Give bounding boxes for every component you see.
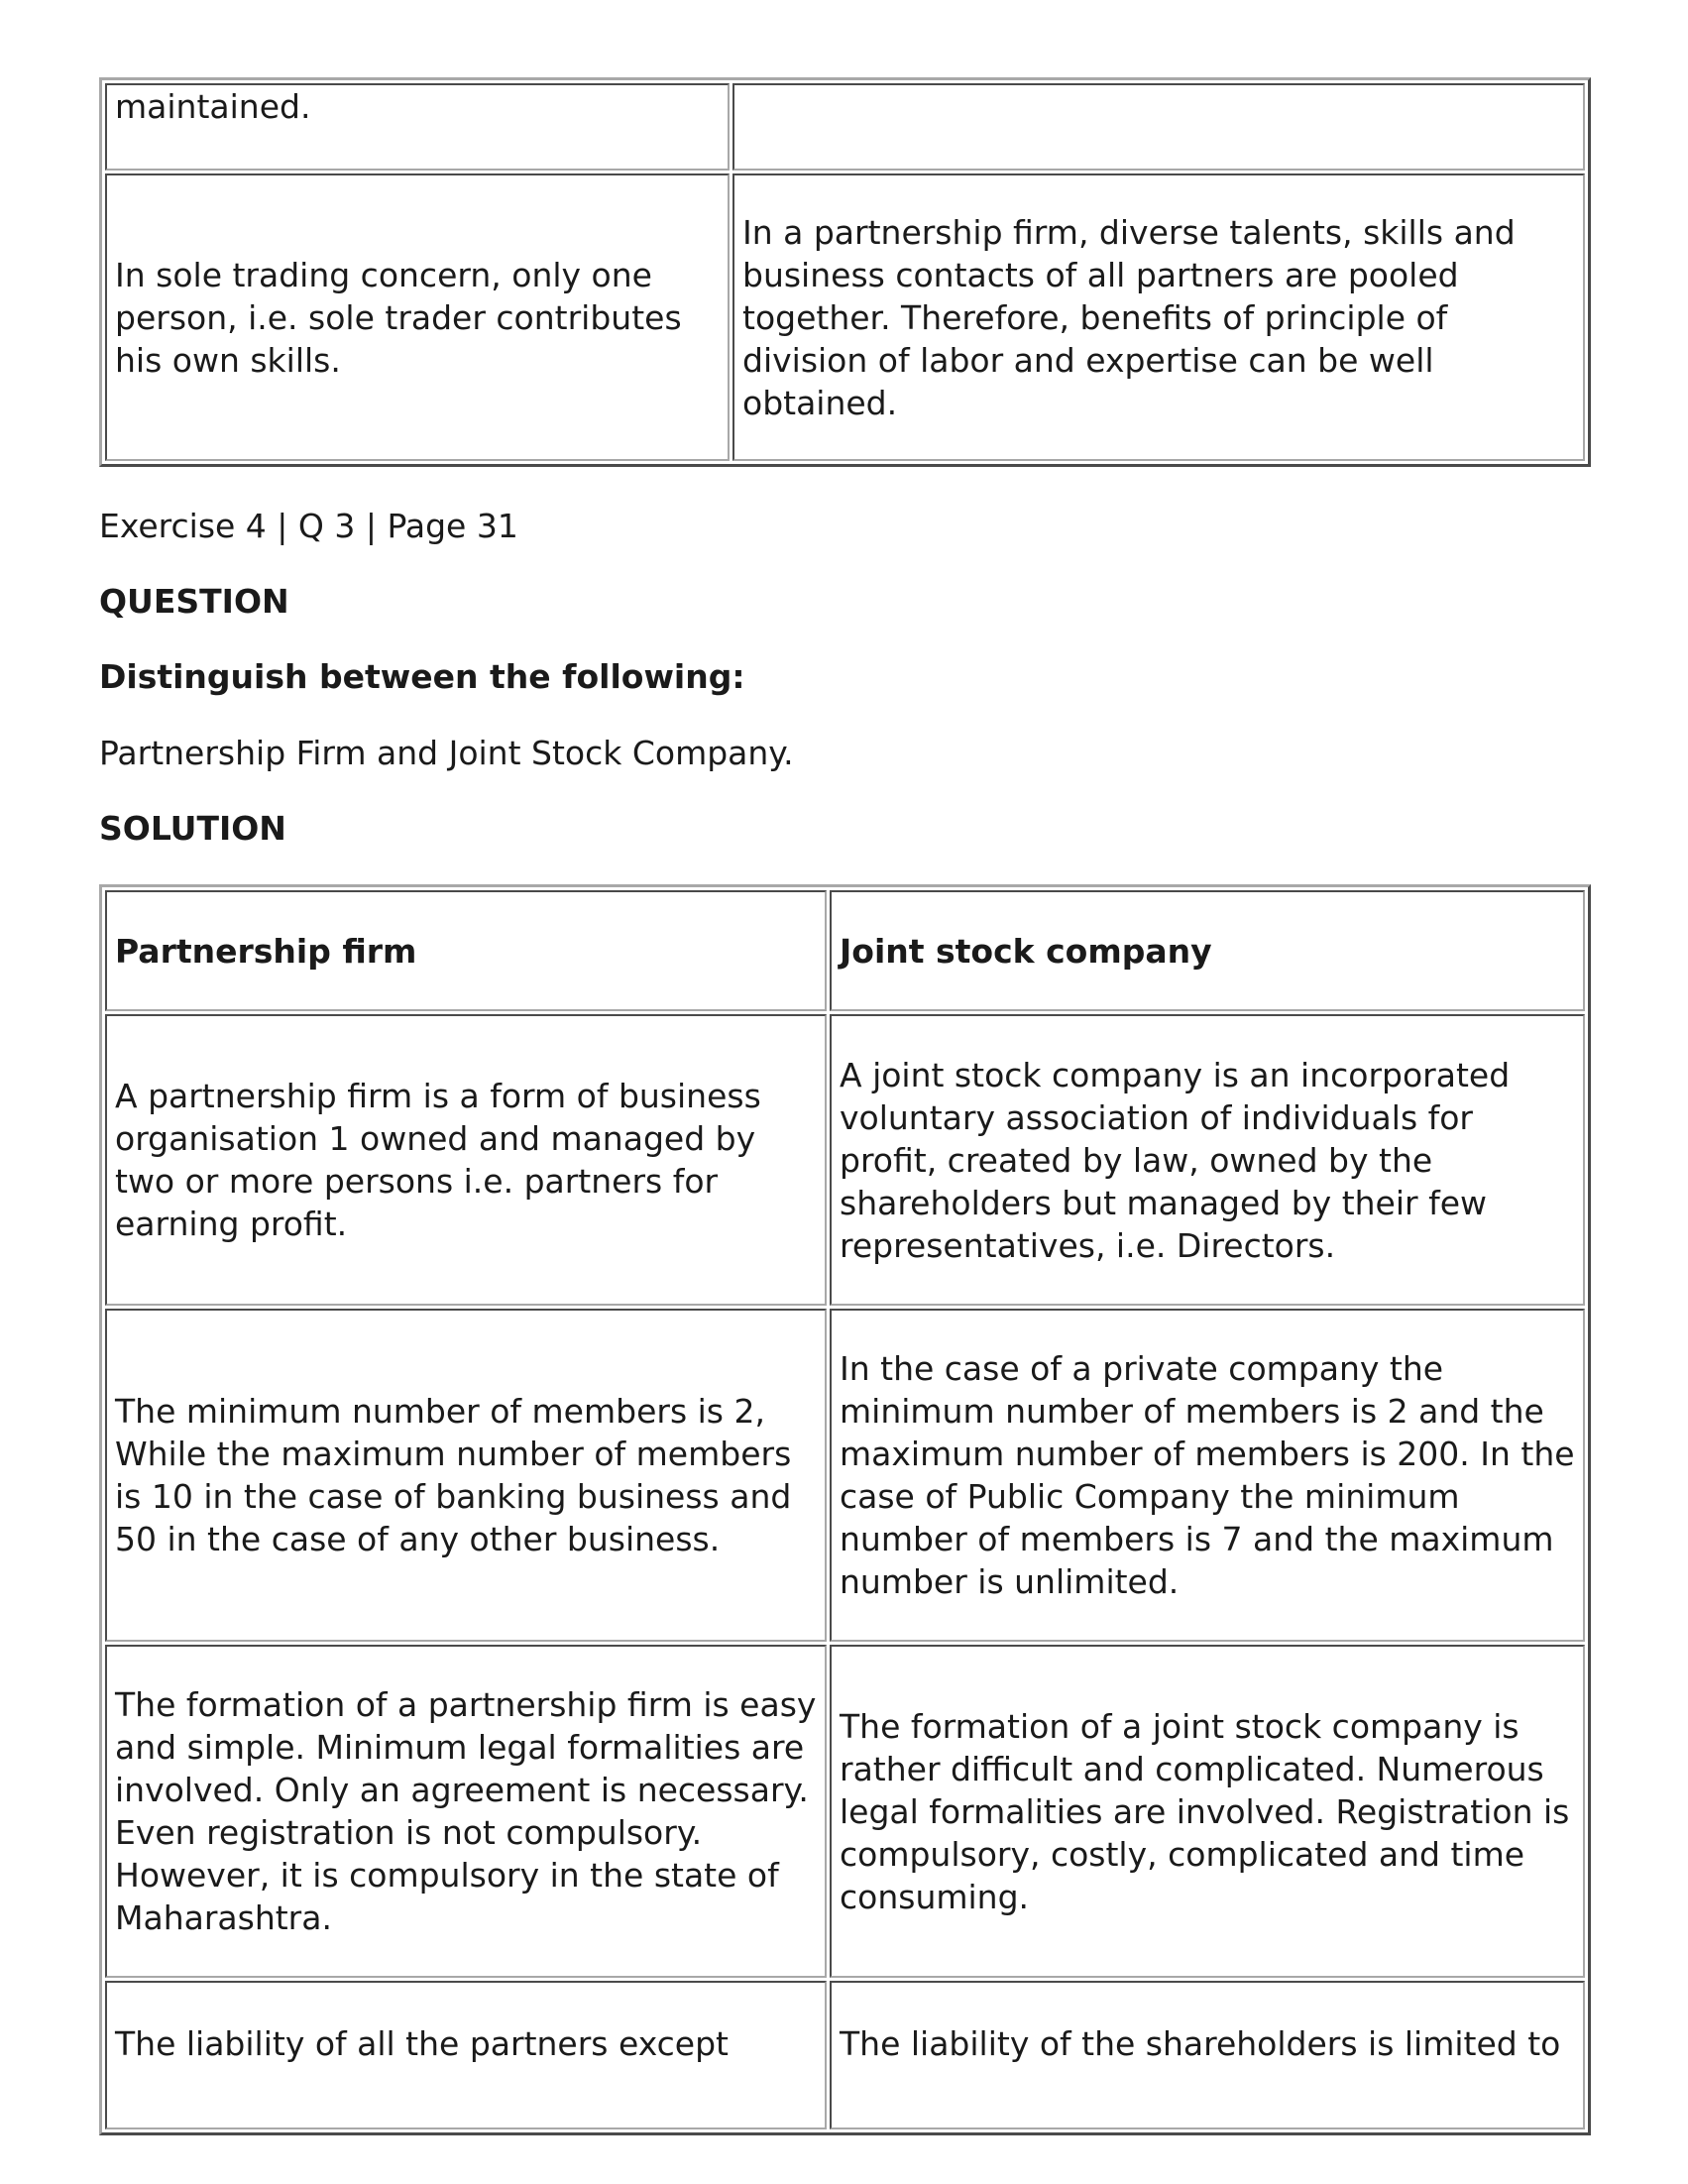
table-row: [105, 1014, 1585, 1306]
table-cell: The formation of a joint stock company is rather difficult and complicated. Numerous legal formalities are involved. Registration is compulsory, costly, complicated and time consuming.: [830, 1645, 1585, 1978]
table-cell: A joint stock company is an incorporated voluntary association of individuals for profit, created by law, owned by the shareholders but managed by their few representatives, i.e. Directors.: [830, 1014, 1585, 1306]
solution-heading: SOLUTION: [99, 809, 286, 848]
table-cell: The liability of all the partners except: [105, 1981, 827, 2129]
table-cell: The liability of the shareholders is limited to: [830, 1981, 1585, 2129]
table-cell: The formation of a partnership firm is easy and simple. Minimum legal formalities are involved. Only an agreement is necessary. Even registration is not compulsory. However, it is compulsory in the state of Maharashtra.: [105, 1645, 827, 1978]
question-text: Partnership Firm and Joint Stock Company.: [99, 734, 794, 772]
table-row: [105, 83, 1585, 171]
exercise-reference: Exercise 4 | Q 3 | Page 31: [99, 507, 518, 545]
table-row: [105, 1981, 1585, 2129]
question-instruction: Distinguish between the following:: [99, 657, 745, 696]
partnership-vs-company-table: [99, 884, 1591, 2135]
table-cell: [732, 83, 1585, 171]
question-heading: QUESTION: [99, 582, 289, 621]
table-cell: A partnership firm is a form of business organisation 1 owned and managed by two or more persons i.e. partners for earning profit.: [105, 1014, 827, 1306]
table-cell: maintained.: [105, 83, 730, 171]
table-row: [105, 1309, 1585, 1642]
table-header-row: [105, 890, 1585, 1011]
column-header: Partnership firm: [105, 890, 827, 1011]
column-header: Joint stock company: [830, 890, 1585, 1011]
table-row: [105, 173, 1585, 461]
sole-vs-partnership-table: [99, 77, 1591, 467]
table-cell: The minimum number of members is 2, While the maximum number of members is 10 in the case of banking business and 50 in the case of any other business.: [105, 1309, 827, 1642]
table-cell: In a partnership firm, diverse talents, skills and business contacts of all partners are pooled together. Therefore, benefits of principle of division of labor and expertise can be well obtained.: [732, 173, 1585, 461]
table-cell: In sole trading concern, only one person, i.e. sole trader contributes his own skills.: [105, 173, 730, 461]
table-cell: In the case of a private company the minimum number of members is 2 and the maximum number of members is 200. In the case of Public Company the minimum number of members is 7 and the maximum number is unlimited.: [830, 1309, 1585, 1642]
table-row: [105, 1645, 1585, 1978]
